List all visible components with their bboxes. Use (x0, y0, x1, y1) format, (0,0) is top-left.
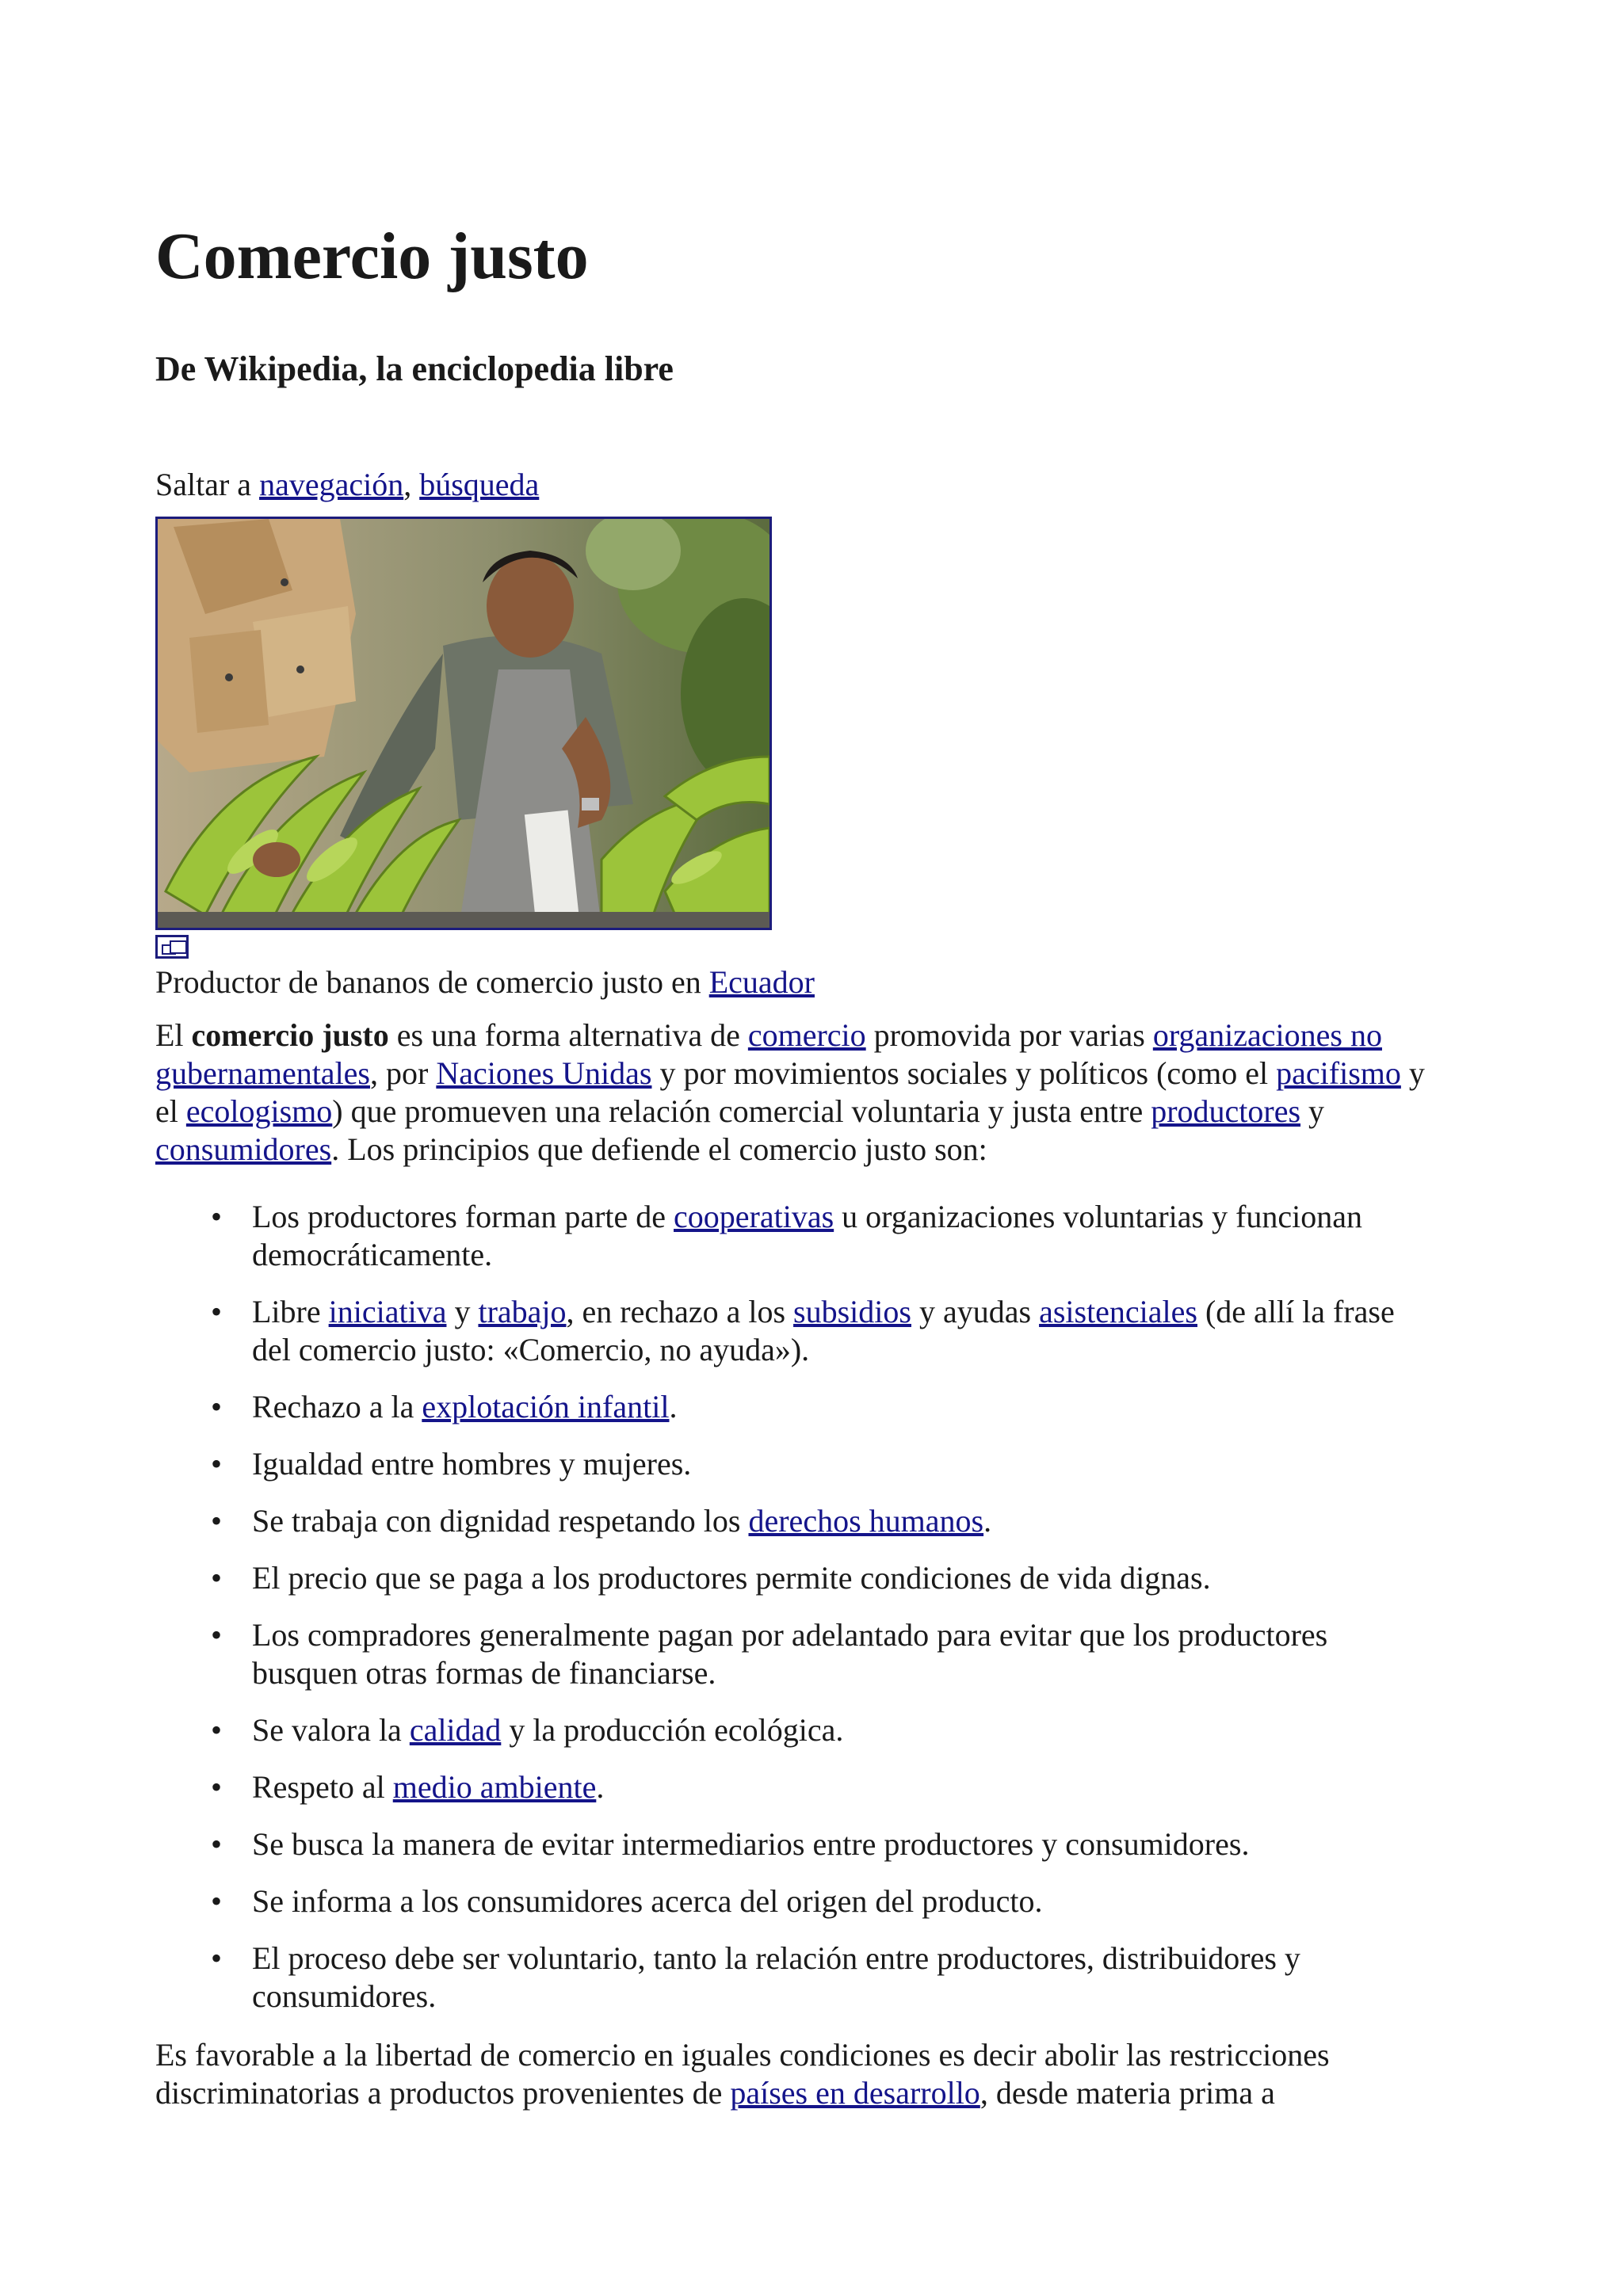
text: u organizaciones voluntarias y funcionan (834, 1199, 1363, 1234)
text: y (1300, 1093, 1325, 1129)
bold-term: comercio justo (191, 1017, 389, 1053)
item-line (252, 1293, 1471, 1331)
text: y ayudas (911, 1294, 1040, 1329)
closing-paragraph (155, 2036, 1471, 2112)
item-line (252, 1711, 1471, 1749)
link-cooperativas[interactable]: cooperativas (674, 1199, 834, 1234)
item-line: • El precio que se paga a los productores permite condiciones de vida dignas. (252, 1560, 1211, 1596)
item-line: • Se informa a los consumidores acerca del origen del producto. (252, 1883, 1043, 1919)
text: y por movimientos sociales y políticos (como el (651, 1055, 1277, 1091)
link-paises-en-desarrollo[interactable]: países en desarrollo (730, 2075, 980, 2111)
list-item (155, 1882, 1471, 1920)
text: y (1400, 1055, 1425, 1091)
principles-list (155, 1198, 1471, 2035)
text: (de allí la frase (1197, 1294, 1395, 1329)
item-line (252, 1388, 1471, 1426)
list-item (155, 1293, 1471, 1369)
item-line: • Se busca la manera de evitar intermediarios entre productores y consumidores. (252, 1826, 1250, 1862)
link-derechos-humanos[interactable]: derechos humanos (748, 1503, 984, 1539)
link-ecologismo[interactable]: ecologismo (185, 1093, 333, 1129)
item-line (252, 1198, 1471, 1236)
closing-line-2 (155, 2074, 1471, 2112)
link-naciones-unidas[interactable]: Naciones Unidas (436, 1055, 652, 1091)
jump-prefix: Saltar a (155, 467, 260, 502)
text: Se trabaja con dignidad respetando los (252, 1503, 749, 1539)
text: discriminatorias a productos provenientes de (155, 2075, 731, 2111)
jump-links (155, 466, 539, 504)
intro-line-4 (155, 1131, 1471, 1169)
link-subsidios[interactable]: subsidios (793, 1294, 911, 1329)
jump-separator: , (403, 467, 420, 502)
link-ong-cont[interactable]: gubernamentales (155, 1055, 370, 1091)
intro-line-3 (155, 1093, 1471, 1131)
text: y (446, 1294, 479, 1329)
text: Rechazo a la (252, 1389, 422, 1425)
text: Los productores forman parte de (252, 1199, 674, 1234)
text: . (983, 1503, 992, 1539)
text: Se valora la (252, 1712, 410, 1748)
link-comercio[interactable]: comercio (747, 1017, 866, 1053)
text: y la producción ecológica. (501, 1712, 844, 1748)
text: Respeto al (252, 1769, 393, 1805)
list-item (155, 1198, 1471, 1274)
link-consumidores[interactable]: consumidores (155, 1131, 332, 1167)
list-item (155, 1445, 1471, 1483)
text: Libre (252, 1294, 329, 1329)
text: ) que promueven una relación comercial voluntaria y justa entre (332, 1093, 1151, 1129)
item-line (252, 1768, 1471, 1806)
item-line (252, 1502, 1471, 1540)
item-line: • Igualdad entre hombres y mujeres. (252, 1446, 692, 1482)
text: . Los principios que defiende el comercio justo son: (331, 1131, 987, 1167)
link-ecuador[interactable]: Ecuador (708, 964, 815, 1000)
link-pacifismo[interactable]: pacifismo (1276, 1055, 1401, 1091)
list-item (155, 1559, 1471, 1597)
navigation-link[interactable]: navegación (259, 467, 404, 502)
text: . (669, 1389, 678, 1425)
page-subtitle: De Wikipedia, la enciclopedia libre (155, 349, 674, 388)
item-line: • El proceso debe ser voluntario, tanto la relación entre productores, distribuidores y (252, 1940, 1300, 1976)
link-ong[interactable]: organizaciones no (1152, 1017, 1382, 1053)
intro-paragraph (155, 1016, 1471, 1169)
list-item (155, 1388, 1471, 1426)
list-item (155, 1939, 1471, 2016)
caption-text: Productor de bananos de comercio justo en (155, 964, 709, 1000)
item-line: del comercio justo: «Comercio, no ayuda»). (252, 1332, 810, 1367)
list-item (155, 1502, 1471, 1540)
banana-producer-photo[interactable] (155, 517, 772, 930)
link-trabajo[interactable]: trabajo (478, 1294, 567, 1329)
intro-line-1 (155, 1016, 1471, 1055)
text: el (155, 1093, 186, 1129)
text: es una forma alternativa de (388, 1017, 748, 1053)
list-item (155, 1616, 1471, 1692)
closing-line-1: Es favorable a la libertad de comercio en iguales condiciones es decir abolir las restricciones (155, 2037, 1330, 2073)
item-line: democráticamente. (252, 1237, 493, 1272)
link-asistenciales[interactable]: asistenciales (1039, 1294, 1197, 1329)
page-title: Comercio justo (155, 219, 589, 293)
link-explotacion-infantil[interactable]: explotación infantil (422, 1389, 670, 1425)
search-link[interactable]: búsqueda (419, 467, 540, 502)
link-productores[interactable]: productores (1151, 1093, 1301, 1129)
item-line: • Los compradores generalmente pagan por adelantado para evitar que los productores (252, 1617, 1328, 1653)
magnify-large-frame (170, 940, 187, 954)
text: , en rechazo a los (566, 1294, 794, 1329)
link-iniciativa[interactable]: iniciativa (328, 1294, 447, 1329)
link-medio-ambiente[interactable]: medio ambiente (392, 1769, 597, 1805)
item-line: busquen otras formas de financiarse. (252, 1655, 716, 1691)
item-line: consumidores. (252, 1978, 437, 2014)
list-item (155, 1825, 1471, 1863)
magnify-clip-icon[interactable] (155, 935, 189, 959)
text: El (155, 1017, 192, 1053)
text: . (596, 1769, 605, 1805)
text: promovida por varias (865, 1017, 1153, 1053)
figure-caption (155, 963, 815, 1001)
list-item (155, 1711, 1471, 1749)
intro-line-2 (155, 1055, 1471, 1093)
text: , por (370, 1055, 437, 1091)
photo-illustration (158, 519, 769, 928)
text: , desde materia prima a (980, 2075, 1275, 2111)
list-item (155, 1768, 1471, 1806)
link-calidad[interactable]: calidad (409, 1712, 502, 1748)
